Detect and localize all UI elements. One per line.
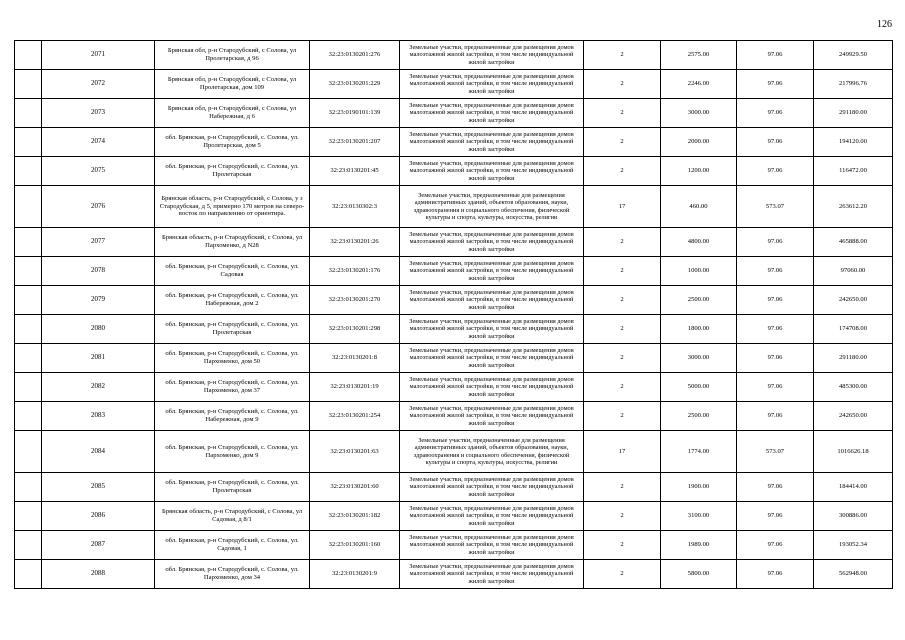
blank-cell — [15, 560, 42, 589]
table-row — [15, 431, 893, 473]
area-cell: 4800.00 — [661, 228, 737, 257]
group-cell: 2 — [584, 402, 661, 431]
address-cell: обл. Брянская, р-н Стародубский, с. Солова, ул. Набережная, дом 9 — [155, 402, 310, 431]
cadastral-number-cell: 32:23:0130201:63 — [310, 431, 400, 473]
land-use-cell: Земельные участки, предназначенные для размещения домов малоэтажной жилой застройки, в том числе индивидуальной жилой застройки — [400, 257, 584, 286]
land-use-cell: Земельные участки, предназначенные для размещения домов малоэтажной жилой застройки, в том числе индивидуальной жилой застройки — [400, 41, 584, 70]
row-number-cell: 2076 — [42, 186, 155, 228]
land-use-cell: Земельные участки, предназначенные для размещения домов малоэтажной жилой застройки, в том числе индивидуальной жилой застройки — [400, 99, 584, 128]
cadastral-value-cell: 242650.00 — [814, 402, 893, 431]
table-row — [15, 531, 893, 560]
cadastral-number-cell: 32:23:0130201:60 — [310, 473, 400, 502]
area-cell: 2500.00 — [661, 402, 737, 431]
blank-cell — [15, 502, 42, 531]
area-cell: 2246.00 — [661, 70, 737, 99]
group-cell: 2 — [584, 257, 661, 286]
cadastral-value-cell: 291180.00 — [814, 99, 893, 128]
area-cell: 3000.00 — [661, 99, 737, 128]
land-use-cell: Земельные участки, предназначенные для размещения домов малоэтажной жилой застройки, в том числе индивидуальной жилой застройки — [400, 344, 584, 373]
row-number-cell: 2081 — [42, 344, 155, 373]
row-number-cell: 2085 — [42, 473, 155, 502]
cadastral-value-cell: 184414.00 — [814, 473, 893, 502]
cadastral-number-cell: 32:23:0130201:8 — [310, 344, 400, 373]
group-cell: 2 — [584, 315, 661, 344]
specific-value-cell: 573.07 — [737, 186, 814, 228]
cadastral-value-cell: 193052.34 — [814, 531, 893, 560]
table-row — [15, 473, 893, 502]
address-cell: Брянская область, р-н Стародубский, с Солова, у з Стародубская, д 5, примерно 170 метров на северо-восток по направлению от ориентира. — [155, 186, 310, 228]
row-number-cell: 2080 — [42, 315, 155, 344]
blank-cell — [15, 257, 42, 286]
blank-cell — [15, 70, 42, 99]
specific-value-cell: 97.06 — [737, 502, 814, 531]
blank-cell — [15, 531, 42, 560]
cadastral-value-cell: 1016626.18 — [814, 431, 893, 473]
address-cell: обл. Брянская, р-н Стародубский, с. Солова, ул. Пролетарская, дом 5 — [155, 128, 310, 157]
blank-cell — [15, 128, 42, 157]
address-cell: Брянская обл, р-н Стародубский, с Солова, ул Пролетарская, д 96 — [155, 41, 310, 70]
group-cell: 2 — [584, 502, 661, 531]
group-cell: 17 — [584, 431, 661, 473]
group-cell: 2 — [584, 228, 661, 257]
specific-value-cell: 97.06 — [737, 70, 814, 99]
land-use-cell: Земельные участки, предназначенные для размещения домов малоэтажной жилой застройки, в том числе индивидуальной жилой застройки — [400, 402, 584, 431]
group-cell: 2 — [584, 344, 661, 373]
area-cell: 1900.00 — [661, 473, 737, 502]
group-cell: 2 — [584, 128, 661, 157]
page-number: 126 — [877, 19, 892, 30]
land-use-cell: Земельные участки, предназначенные для размещения домов малоэтажной жилой застройки, в том числе индивидуальной жилой застройки — [400, 473, 584, 502]
table-row — [15, 344, 893, 373]
blank-cell — [15, 315, 42, 344]
cadastral-number-cell: 32:23:0130302:3 — [310, 186, 400, 228]
cadastral-number-cell: 32:23:0130201:45 — [310, 157, 400, 186]
address-cell: обл. Брянская, р-н Стародубский, с. Солова, ул. Садовая — [155, 257, 310, 286]
cadastral-number-cell: 32:23:0130201:207 — [310, 128, 400, 157]
row-number-cell: 2072 — [42, 70, 155, 99]
table-body — [15, 41, 893, 589]
land-use-cell: Земельные участки, предназначенные для размещения домов малоэтажной жилой застройки, в том числе индивидуальной жилой застройки — [400, 560, 584, 589]
row-number-cell: 2078 — [42, 257, 155, 286]
land-use-cell: Земельные участки, предназначенные для размещения домов малоэтажной жилой застройки, в том числе индивидуальной жилой застройки — [400, 128, 584, 157]
cadastral-number-cell: 32:23:0130201:160 — [310, 531, 400, 560]
row-number-cell: 2077 — [42, 228, 155, 257]
blank-cell — [15, 402, 42, 431]
land-use-cell: Земельные участки, предназначенные для размещения домов малоэтажной жилой застройки, в том числе индивидуальной жилой застройки — [400, 315, 584, 344]
table-row — [15, 70, 893, 99]
address-cell: Брянская область, р-н Стародубский, с Солова, ул Садовая, д 8/1 — [155, 502, 310, 531]
land-use-cell: Земельные участки, предназначенные для размещения домов малоэтажной жилой застройки, в том числе индивидуальной жилой застройки — [400, 373, 584, 402]
cadastral-value-cell: 174708.00 — [814, 315, 893, 344]
cadastral-value-cell: 562948.00 — [814, 560, 893, 589]
blank-cell — [15, 157, 42, 186]
group-cell: 2 — [584, 286, 661, 315]
table-row — [15, 228, 893, 257]
area-cell: 5000.00 — [661, 373, 737, 402]
area-cell: 1800.00 — [661, 315, 737, 344]
table-row — [15, 502, 893, 531]
blank-cell — [15, 99, 42, 128]
cadastral-value-cell: 485300.00 — [814, 373, 893, 402]
address-cell: обл. Брянская, р-н Стародубский, с. Солова, ул. Пролетарская — [155, 315, 310, 344]
cadastral-number-cell: 32:23:0130201:176 — [310, 257, 400, 286]
row-number-cell: 2083 — [42, 402, 155, 431]
cadastral-value-cell: 194120.00 — [814, 128, 893, 157]
cadastral-number-cell: 32:23:0130201:182 — [310, 502, 400, 531]
cadastral-number-cell: 32:23:0130201:276 — [310, 41, 400, 70]
table-row — [15, 402, 893, 431]
land-use-cell: Земельные участки, предназначенные для размещения домов малоэтажной жилой застройки, в том числе индивидуальной жилой застройки — [400, 70, 584, 99]
table-row — [15, 157, 893, 186]
specific-value-cell: 97.06 — [737, 128, 814, 157]
table-row — [15, 286, 893, 315]
land-use-cell: Земельные участки, предназначенные для размещения домов малоэтажной жилой застройки, в том числе индивидуальной жилой застройки — [400, 531, 584, 560]
cadastral-number-cell: 32:23:0130201:270 — [310, 286, 400, 315]
address-cell: обл. Брянская, р-н Стародубский, с. Солова, ул. Садовая, 1 — [155, 531, 310, 560]
cadastral-number-cell: 32:23:0130201:9 — [310, 560, 400, 589]
cadastral-number-cell: 32:23:0190101:139 — [310, 99, 400, 128]
specific-value-cell: 97.06 — [737, 41, 814, 70]
table-row — [15, 560, 893, 589]
cadastral-value-cell: 217996.76 — [814, 70, 893, 99]
blank-cell — [15, 344, 42, 373]
cadastral-value-cell: 242650.00 — [814, 286, 893, 315]
specific-value-cell: 97.06 — [737, 99, 814, 128]
cadastral-number-cell: 32:23:0130201:298 — [310, 315, 400, 344]
area-cell: 3100.00 — [661, 502, 737, 531]
specific-value-cell: 97.06 — [737, 228, 814, 257]
table-row — [15, 257, 893, 286]
area-cell: 1989.00 — [661, 531, 737, 560]
group-cell: 2 — [584, 99, 661, 128]
land-use-cell: Земельные участки, предназначенные для размещения административных зданий, объектов образования, науки, здравоохранения и социального обеспечения, физической культуры и спорта, культуры, искусства, религии — [400, 186, 584, 228]
cadastral-number-cell: 32:23:0130201:254 — [310, 402, 400, 431]
table-row — [15, 186, 893, 228]
group-cell: 2 — [584, 157, 661, 186]
cadastral-value-cell: 291180.00 — [814, 344, 893, 373]
specific-value-cell: 97.06 — [737, 157, 814, 186]
specific-value-cell: 97.06 — [737, 315, 814, 344]
cadastral-number-cell: 32:23:0130201:26 — [310, 228, 400, 257]
specific-value-cell: 97.06 — [737, 257, 814, 286]
table-row — [15, 315, 893, 344]
group-cell: 17 — [584, 186, 661, 228]
area-cell: 2500.00 — [661, 286, 737, 315]
table-row — [15, 41, 893, 70]
area-cell: 1200.00 — [661, 157, 737, 186]
row-number-cell: 2071 — [42, 41, 155, 70]
table-row — [15, 373, 893, 402]
blank-cell — [15, 373, 42, 402]
cadastral-value-cell: 263612.20 — [814, 186, 893, 228]
row-number-cell: 2087 — [42, 531, 155, 560]
address-cell: обл. Брянская, р-н Стародубский, с. Солова, ул. Пархоменко, дом 34 — [155, 560, 310, 589]
group-cell: 2 — [584, 373, 661, 402]
specific-value-cell: 97.06 — [737, 473, 814, 502]
row-number-cell: 2084 — [42, 431, 155, 473]
cadastral-value-table — [14, 40, 893, 589]
row-number-cell: 2082 — [42, 373, 155, 402]
land-use-cell: Земельные участки, предназначенные для размещения домов малоэтажной жилой застройки, в том числе индивидуальной жилой застройки — [400, 228, 584, 257]
cadastral-number-cell: 32:23:0130201:229 — [310, 70, 400, 99]
address-cell: обл. Брянская, р-н Стародубский, с. Солова, ул. Набережная, дом 2 — [155, 286, 310, 315]
address-cell: Брянская обл, р-н Стародубский, с Солова, ул Пролетарская, дом 109 — [155, 70, 310, 99]
table-row — [15, 128, 893, 157]
area-cell: 1000.00 — [661, 257, 737, 286]
area-cell: 5800.00 — [661, 560, 737, 589]
cadastral-value-cell: 249929.50 — [814, 41, 893, 70]
blank-cell — [15, 286, 42, 315]
blank-cell — [15, 186, 42, 228]
address-cell: обл. Брянская, р-н Стародубский, с. Солова, ул. Пархоменко, дом 50 — [155, 344, 310, 373]
address-cell: обл. Брянская, р-н Стародубский, с. Солова, ул. Пролетарская — [155, 157, 310, 186]
specific-value-cell: 97.06 — [737, 344, 814, 373]
row-number-cell: 2079 — [42, 286, 155, 315]
row-number-cell: 2073 — [42, 99, 155, 128]
row-number-cell: 2088 — [42, 560, 155, 589]
blank-cell — [15, 41, 42, 70]
cadastral-value-cell: 116472.00 — [814, 157, 893, 186]
blank-cell — [15, 473, 42, 502]
area-cell: 2000.00 — [661, 128, 737, 157]
specific-value-cell: 573.07 — [737, 431, 814, 473]
area-cell: 1774.00 — [661, 431, 737, 473]
area-cell: 460.00 — [661, 186, 737, 228]
group-cell: 2 — [584, 70, 661, 99]
group-cell: 2 — [584, 531, 661, 560]
blank-cell — [15, 228, 42, 257]
blank-cell — [15, 431, 42, 473]
group-cell: 2 — [584, 41, 661, 70]
row-number-cell: 2086 — [42, 502, 155, 531]
area-cell: 3000.00 — [661, 344, 737, 373]
specific-value-cell: 97.06 — [737, 373, 814, 402]
group-cell: 2 — [584, 473, 661, 502]
address-cell: Брянская обл, р-н Стародубский, с Солова, ул Набережная, д 6 — [155, 99, 310, 128]
cadastral-value-cell: 300886.00 — [814, 502, 893, 531]
land-use-cell: Земельные участки, предназначенные для размещения домов малоэтажной жилой застройки, в том числе индивидуальной жилой застройки — [400, 157, 584, 186]
cadastral-value-cell: 97060.00 — [814, 257, 893, 286]
specific-value-cell: 97.06 — [737, 560, 814, 589]
address-cell: обл. Брянская, р-н Стародубский, с. Солова, ул. Пролетарская — [155, 473, 310, 502]
row-number-cell: 2075 — [42, 157, 155, 186]
address-cell: обл. Брянская, р-н Стародубский, с. Солова, ул. Пархоменко, дом 9 — [155, 431, 310, 473]
address-cell: Брянская область, р-н Стародубский, с Солова, ул Пархоменко, д N28 — [155, 228, 310, 257]
group-cell: 2 — [584, 560, 661, 589]
area-cell: 2575.00 — [661, 41, 737, 70]
cadastral-number-cell: 32:23:0130201:19 — [310, 373, 400, 402]
land-use-cell: Земельные участки, предназначенные для размещения домов малоэтажной жилой застройки, в том числе индивидуальной жилой застройки — [400, 286, 584, 315]
land-use-cell: Земельные участки, предназначенные для размещения административных зданий, объектов образования, науки, здравоохранения и социального обеспечения, физической культуры и спорта, культуры, искусства, религии — [400, 431, 584, 473]
specific-value-cell: 97.06 — [737, 531, 814, 560]
table-row — [15, 99, 893, 128]
specific-value-cell: 97.06 — [737, 402, 814, 431]
land-use-cell: Земельные участки, предназначенные для размещения домов малоэтажной жилой застройки, в том числе индивидуальной жилой застройки — [400, 502, 584, 531]
specific-value-cell: 97.06 — [737, 286, 814, 315]
cadastral-value-cell: 465888.00 — [814, 228, 893, 257]
address-cell: обл. Брянская, р-н Стародубский, с. Солова, ул. Пархоменко, дом 37 — [155, 373, 310, 402]
row-number-cell: 2074 — [42, 128, 155, 157]
